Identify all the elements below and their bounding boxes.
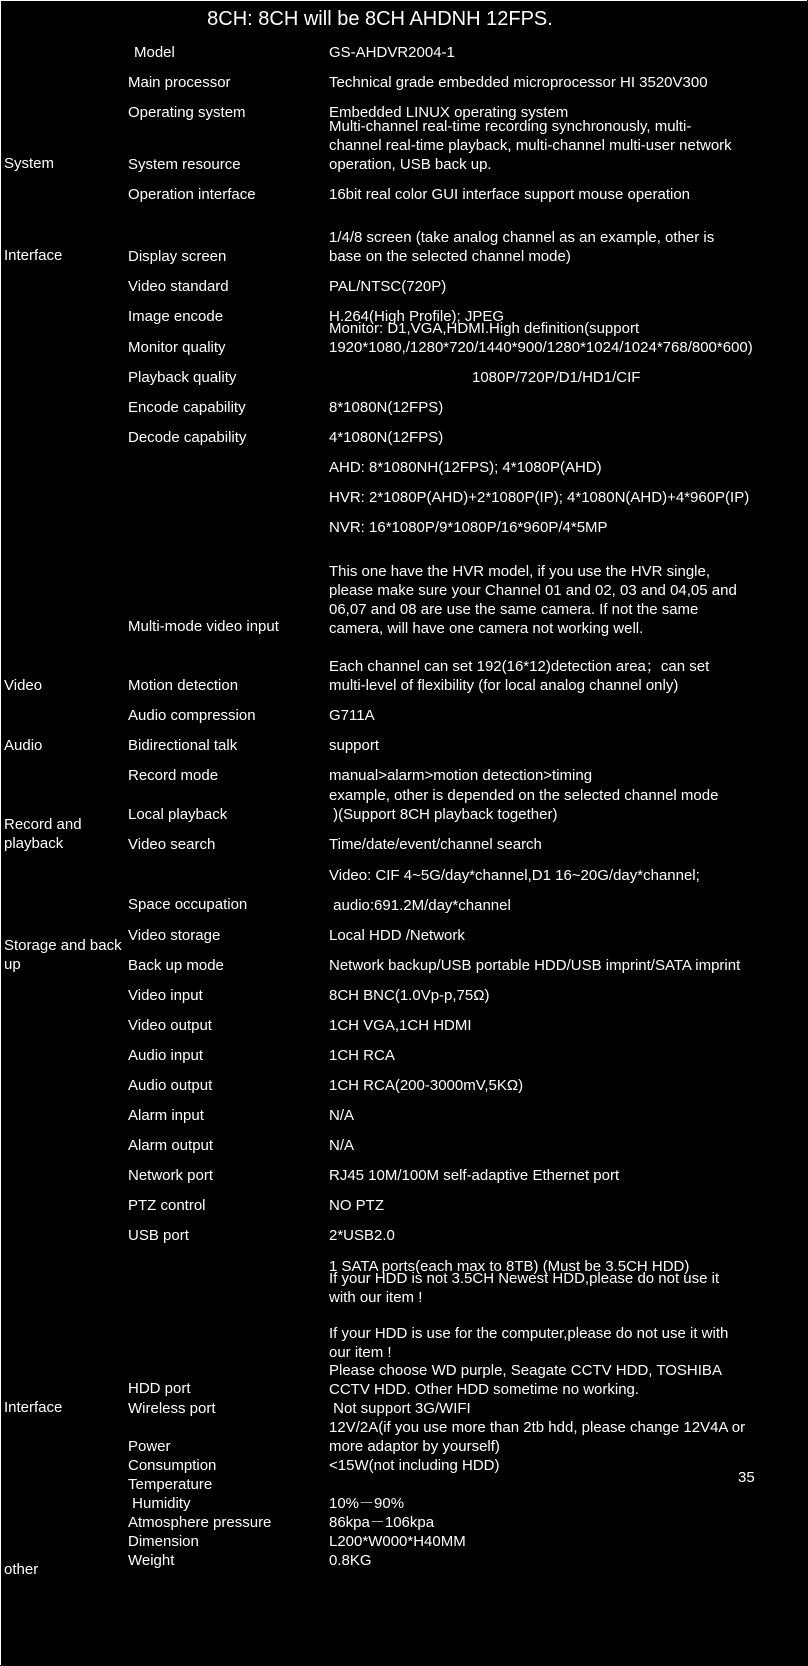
value-local-playback-1: example, other is depended on the selected channel mode — [329, 787, 719, 804]
page-number: 35 — [738, 1469, 755, 1486]
value-model: GS-AHDVR2004-1 — [329, 44, 455, 61]
value-image-encode: H.264(High Profile); JPEG — [329, 308, 505, 325]
label-alarm-input: Alarm input — [128, 1107, 204, 1124]
label-ptz-control: PTZ control — [128, 1197, 206, 1214]
label-video-storage: Video storage — [128, 927, 221, 944]
category-video: Video — [4, 677, 43, 694]
label-main-processor: Main processor — [128, 74, 231, 91]
label-weight: Weight — [128, 1552, 175, 1569]
value-hdd-port-4: Please choose WD purple, Seagate CCTV HDD, TOSHIBA CCTV HDD. Other HDD sometime no working. — [329, 1362, 722, 1398]
value-consumption: <15W(not including HDD) — [329, 1457, 500, 1474]
value-back-up-mode: Network backup/USB portable HDD/USB imprint/SATA imprint — [329, 957, 741, 974]
label-video-standard: Video standard — [128, 278, 229, 295]
value-hdd-port-2: If your HDD is not 3.5CH Newest HDD,please do not use it with our item ! — [329, 1270, 720, 1306]
value-humidity: 10%－90% — [329, 1495, 405, 1512]
value-display-screen: 1/4/8 screen (take analog channel as an example, other is base on the selected channel mode) — [329, 229, 715, 265]
value-audio-compression: G711A — [329, 707, 375, 724]
label-video-input: Video input — [128, 987, 203, 1004]
value-wireless-port: Not support 3G/WIFI — [329, 1400, 471, 1417]
value-bidirectional-talk: support — [329, 737, 380, 754]
value-usb-port: 2*USB2.0 — [329, 1227, 395, 1244]
label-alarm-output: Alarm output — [128, 1137, 214, 1154]
value-hdd-port-1: 1 SATA ports(each max to 8TB) (Must be 3.5CH HDD) — [329, 1258, 690, 1275]
label-record-mode: Record mode — [128, 767, 219, 784]
label-consumption: Consumption — [128, 1457, 217, 1474]
category-interface: Interface — [4, 247, 63, 264]
label-back-up-mode: Back up mode — [128, 957, 224, 974]
value-dimension: L200*W000*H40MM — [329, 1533, 466, 1550]
page-title: 8CH: 8CH will be 8CH AHDNH 12FPS. — [207, 8, 553, 30]
label-monitor-quality: Monitor quality — [128, 339, 226, 356]
label-audio-compression: Audio compression — [128, 707, 256, 724]
value-ptz-control: NO PTZ — [329, 1197, 384, 1214]
label-temperature: Temperature — [128, 1476, 213, 1493]
value-multimode-nvr: NVR: 16*1080P/9*1080P/16*960P/4*5MP — [329, 519, 608, 536]
label-atmosphere-pressure: Atmosphere pressure — [128, 1514, 272, 1531]
label-image-encode: Image encode — [128, 308, 224, 325]
value-record-mode: manual>alarm>motion detection>timing — [329, 767, 593, 784]
value-video-output: 1CH VGA,1CH HDMI — [329, 1017, 472, 1034]
category-system: System — [4, 155, 55, 172]
value-monitor-quality-2: 1920*1080,/1280*720/1440*900/1280*1024/1024*768/800*600) — [329, 339, 753, 356]
label-audio-input: Audio input — [128, 1047, 204, 1064]
label-operating-system: Operating system — [128, 104, 246, 121]
label-hdd-port: HDD port — [128, 1380, 191, 1397]
value-atmosphere-pressure: 86kpa－106kpa — [329, 1514, 435, 1531]
value-decode-capability: 4*1080N(12FPS) — [329, 429, 444, 446]
value-local-playback-2: )(Support 8CH playback together) — [329, 806, 558, 823]
label-operation-interface: Operation interface — [128, 186, 256, 203]
label-display-screen: Display screen — [128, 248, 227, 265]
label-multimode-video-input: Multi-mode video input — [128, 618, 279, 635]
category-interface-2: Interface — [4, 1399, 63, 1416]
label-model: Model — [134, 44, 175, 61]
value-space-occupation-2: audio:691.2M/day*channel — [329, 897, 511, 914]
value-multimode-note: This one have the HVR model, if you use the HVR single, please make sure your Channel 01 and 02, 03 and 04,05 and 06,07 and 08 are use the same camera. If not the same camera, will have one camera not working well. — [329, 563, 737, 637]
label-wireless-port: Wireless port — [128, 1400, 216, 1417]
value-operating-system: Embedded LINUX operating system — [329, 104, 569, 121]
label-local-playback: Local playback — [128, 806, 228, 823]
value-video-search: Time/date/event/channel search — [329, 836, 542, 853]
label-power: Power — [128, 1438, 171, 1455]
category-storage-backup: Storage and back up — [4, 937, 122, 973]
value-video-standard: PAL/NTSC(720P) — [329, 278, 447, 295]
value-main-processor: Technical grade embedded microprocessor HI 3520V300 — [329, 74, 708, 91]
value-network-port: RJ45 10M/100M self-adaptive Ethernet port — [329, 1167, 620, 1184]
value-alarm-output: N/A — [329, 1137, 355, 1154]
value-playback-quality: 1080P/720P/D1/HD1/CIF — [472, 369, 641, 386]
label-encode-capability: Encode capability — [128, 399, 246, 416]
value-alarm-input: N/A — [329, 1107, 355, 1124]
label-motion-detection: Motion detection — [128, 677, 239, 694]
label-system-resource: System resource — [128, 156, 241, 173]
value-space-occupation-1: Video: CIF 4~5G/day*channel,D1 16~20G/day*channel; — [329, 867, 700, 884]
label-space-occupation: Space occupation — [128, 896, 248, 913]
label-dimension: Dimension — [128, 1533, 199, 1550]
value-system-resource: Multi-channel real-time recording synchronously, multi-channel real-time playback, multi-channel multi-user network operation, USB back up. — [329, 118, 732, 173]
value-motion-detection: Each channel can set 192(16*12)detection area；can set multi-level of flexibility (for local analog channel only) — [329, 658, 710, 694]
value-hdd-port-3: If your HDD is use for the computer,please do not use it with our item ! — [329, 1325, 729, 1361]
value-multimode-ahd: AHD: 8*1080NH(12FPS); 4*1080P(AHD) — [329, 459, 602, 476]
label-decode-capability: Decode capability — [128, 429, 247, 446]
label-audio-output: Audio output — [128, 1077, 213, 1094]
value-video-storage: Local HDD /Network — [329, 927, 465, 944]
label-playback-quality: Playback quality — [128, 369, 237, 386]
value-audio-output: 1CH RCA(200-3000mV,5KΩ) — [329, 1077, 524, 1094]
label-usb-port: USB port — [128, 1227, 189, 1244]
value-operation-interface: 16bit real color GUI interface support mouse operation — [329, 186, 691, 203]
value-video-input: 8CH BNC(1.0Vp-p,75Ω) — [329, 987, 490, 1004]
value-multimode-hvr: HVR: 2*1080P(AHD)+2*1080P(IP); 4*1080N(AHD)+4*960P(IP) — [329, 489, 750, 506]
category-record-playback: Record and playback — [4, 816, 82, 852]
category-audio: Audio — [4, 737, 43, 754]
value-power: 12V/2A(if you use more than 2tb hdd, please change 12V4A or more adaptor by yourself) — [329, 1419, 746, 1455]
value-audio-input: 1CH RCA — [329, 1047, 395, 1064]
label-bidirectional-talk: Bidirectional talk — [128, 737, 238, 754]
label-humidity: Humidity — [128, 1495, 191, 1512]
value-encode-capability: 8*1080N(12FPS) — [329, 399, 444, 416]
value-weight: 0.8KG — [329, 1552, 372, 1569]
value-monitor-quality-1: Monitor: D1,VGA,HDMI.High definition(support — [329, 320, 640, 337]
label-video-output: Video output — [128, 1017, 212, 1034]
label-video-search: Video search — [128, 836, 216, 853]
label-network-port: Network port — [128, 1167, 214, 1184]
category-other: other — [4, 1561, 39, 1578]
